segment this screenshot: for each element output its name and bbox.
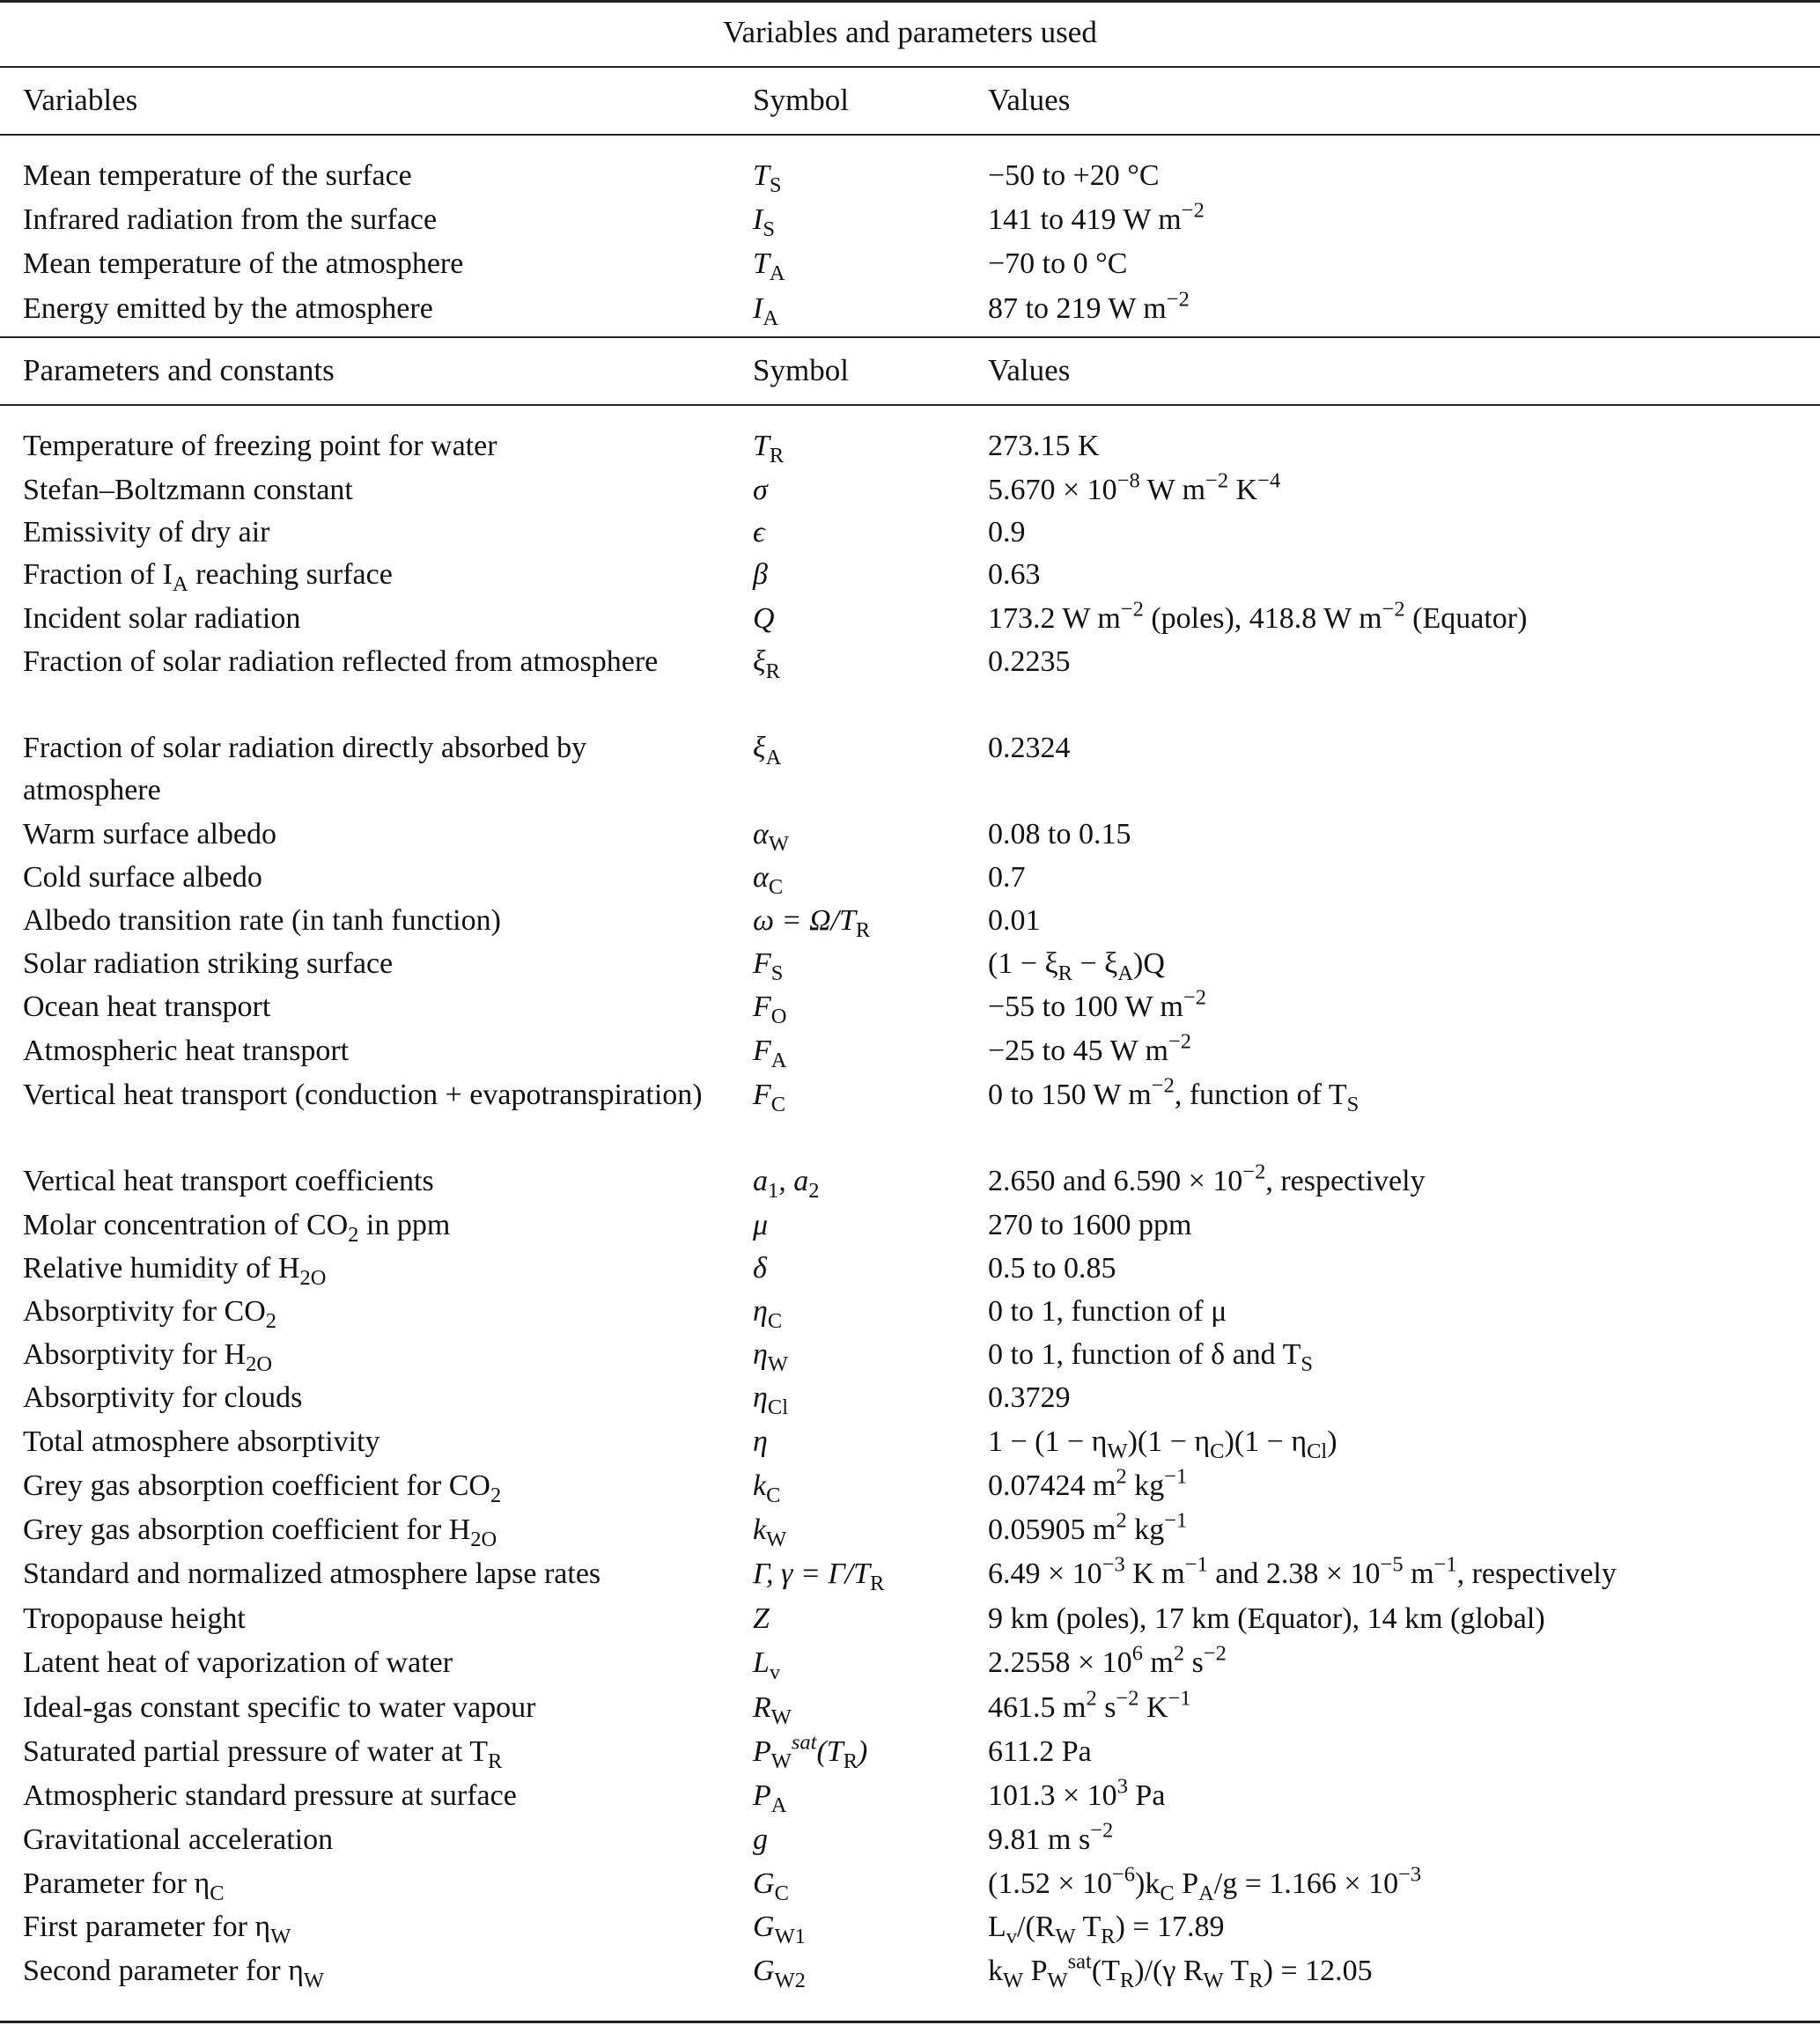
parameter-value: 0.7	[988, 861, 1026, 894]
parameter-value: −25 to 45 W $m^{-2}$	[988, 1029, 1191, 1067]
parameter-value: 0 to 1, function of μ	[988, 1295, 1227, 1328]
parameter-symbol: Z	[753, 1602, 770, 1635]
parameter-value: 9 km (poles), 17 km (Equator), 14 km (global)	[988, 1602, 1545, 1635]
parameter-value: 0.01	[988, 904, 1041, 937]
variable-name: Mean temperature of the surface	[23, 159, 412, 192]
parameter-symbol: $a_1$, $a_2$	[753, 1165, 820, 1203]
parameter-value: $5.670 \times 10^{-8}$ W $m^{-2}$ $K^{-4}$	[988, 468, 1281, 506]
variables-header-symbol: Symbol	[753, 83, 849, 117]
parameter-symbol: $\alpha_W$	[753, 818, 789, 856]
parameters-header-symbol: Symbol	[753, 353, 849, 387]
parameter-value: 0 to 1, function of δ and $T_S$	[988, 1338, 1313, 1376]
parameter-name: Grey gas absorption coefficient for $CO_2$	[23, 1469, 502, 1507]
parameters-header-values: Values	[988, 353, 1071, 387]
parameter-name: Gravitational acceleration	[23, 1823, 334, 1856]
parameter-symbol: $k_C$	[753, 1469, 781, 1507]
parameter-value: 173.2 W $m^{-2}$ (poles), 418.8 W $m^{-2}$ (Equator)	[988, 597, 1528, 635]
parameter-name: Atmospheric standard pressure at surface	[23, 1779, 517, 1812]
variable-value: −70 to 0 °C	[988, 247, 1128, 280]
parameter-symbol: $k_W$	[753, 1513, 787, 1551]
parameter-symbol: $P_W^{sat}(T_R)$	[753, 1730, 868, 1773]
parameter-value: 0.9	[988, 516, 1026, 549]
parameter-name: Absorptivity for $H_{2O}$	[23, 1338, 272, 1376]
parameter-name: Tropopause height	[23, 1602, 246, 1635]
parameter-name: Solar radiation striking surface	[23, 947, 394, 980]
parameter-symbol: $\omega = \Omega/T_R$	[753, 904, 871, 942]
parameter-value: 0.2235	[988, 645, 1071, 678]
parameter-name: Vertical heat transport coefficients	[23, 1165, 434, 1197]
parameter-name: Warm surface albedo	[23, 818, 277, 850]
parameter-name: Standard and normalized atmosphere lapse rates	[23, 1557, 601, 1590]
parameter-symbol: δ	[753, 1252, 767, 1285]
parameter-value: 273.15 K	[988, 430, 1100, 462]
parameter-name: Fraction of solar radiation reflected from atmosphere	[23, 645, 659, 678]
parameter-name: Fraction of $I_A$ reaching surface	[23, 558, 393, 596]
variable-symbol: $I_S$	[753, 203, 775, 241]
parameter-symbol: $G_{W2}$	[753, 1955, 806, 1992]
variable-symbol: $I_A$	[753, 292, 778, 330]
parameter-value: 0.08 to 0.15	[988, 818, 1131, 850]
variable-symbol: $T_S$	[753, 159, 782, 197]
table-bottom-rule	[0, 2021, 1820, 2023]
parameter-name: Grey gas absorption coefficient for $H_{2O}$	[23, 1513, 497, 1551]
parameter-symbol: ϵ	[753, 516, 765, 549]
parameter-value: 0.2324	[988, 732, 1071, 764]
variable-symbol: $T_A$	[753, 247, 785, 285]
parameter-name: Absorptivity for clouds	[23, 1381, 303, 1414]
parameter-symbol: $L_v$	[753, 1646, 781, 1684]
parameter-symbol: $F_C$	[753, 1079, 786, 1116]
parameter-name: Total atmosphere absorptivity	[23, 1425, 380, 1458]
parameter-symbol: $\eta_{Cl}$	[753, 1381, 788, 1419]
parameter-symbol: $G_{W1}$	[753, 1911, 806, 1948]
parameter-name: Latent heat of vaporization of water	[23, 1646, 453, 1679]
parameter-name: Ideal-gas constant specific to water vapour	[23, 1691, 536, 1724]
variables-header-rule	[0, 134, 1820, 136]
parameter-symbol: g	[753, 1823, 768, 1856]
parameter-value: $1 - (1 - \eta_W)(1 - \eta_C)(1 - \eta_{Cl})$	[988, 1425, 1337, 1463]
variable-name: Energy emitted by the atmosphere	[23, 292, 433, 325]
parameter-name: Vertical heat transport (conduction + evapotranspiration)	[23, 1079, 703, 1111]
variables-header-row	[0, 67, 1820, 134]
parameter-name: Stefan–Boltzmann constant	[23, 474, 353, 506]
parameter-value: $L_v/(R_W$ $T_R) = 17.89$	[988, 1911, 1225, 1948]
parameter-symbol: η	[753, 1425, 768, 1458]
parameter-value: $k_W$ $P_W^{sat}(T_R)/(\gamma$ $R_W$ $T_R) = 12.05$	[988, 1949, 1373, 1992]
parameter-symbol: $R_W$	[753, 1691, 792, 1729]
variable-value: 141 to 419 W $m^{-2}$	[988, 198, 1205, 236]
parameter-name: Temperature of freezing point for water	[23, 430, 497, 462]
parameter-value: 0 to 150 W $m^{-2}$, function of $T_S$	[988, 1073, 1359, 1116]
parameter-value: 270 to 1600 ppm	[988, 1209, 1192, 1241]
parameters-header-name: Parameters and constants	[23, 353, 335, 387]
parameter-symbol: $P_A$	[753, 1779, 787, 1817]
parameter-value: $2.2558 \times 10^6$ $m^2$ $s^{-2}$	[988, 1641, 1227, 1679]
parameter-value: 2.650 and $6.590 \times 10^{-2}$, respectively	[988, 1160, 1426, 1197]
parameter-name: Saturated partial pressure of water at $T_R$	[23, 1735, 503, 1773]
parameter-name: Parameter for $\eta_C$	[23, 1867, 225, 1905]
variables-header-values: Values	[988, 83, 1071, 117]
parameters-header-row	[0, 337, 1820, 404]
parameter-value: 461.5 $m^2$ $s^{-2}$ $K^{-1}$	[988, 1686, 1191, 1724]
parameter-symbol: Γ, $\gamma = \Gamma/T_R$	[753, 1557, 885, 1595]
parameter-name: Cold surface albedo	[23, 861, 262, 894]
parameter-symbol: $F_S$	[753, 947, 784, 985]
parameter-value: $(1 - \xi_R - \xi_A)Q$	[988, 947, 1165, 985]
parameter-symbol: $\eta_C$	[753, 1295, 783, 1333]
parameter-value: 0.3729	[988, 1381, 1071, 1414]
parameter-symbol: β	[753, 558, 768, 591]
parameter-name: Incident solar radiation	[23, 602, 301, 635]
parameter-value: 0.07424 $m^2$ $kg^{-1}$	[988, 1464, 1188, 1502]
parameter-value: 611.2 Pa	[988, 1735, 1092, 1768]
parameter-symbol: $F_A$	[753, 1035, 787, 1072]
parameter-symbol: $\xi_A$	[753, 732, 782, 770]
parameter-symbol: σ	[753, 474, 768, 506]
parameter-name: Emissivity of dry air	[23, 516, 270, 549]
variable-value: −50 to +20 °C	[988, 159, 1160, 192]
parameter-value: 0.63	[988, 558, 1041, 591]
parameter-value: $101.3 \times 10^3$ Pa	[988, 1774, 1166, 1812]
parameter-name: Molar concentration of $CO_2$ in ppm	[23, 1209, 451, 1247]
parameter-name: Relative humidity of $H_{2O}$	[23, 1252, 327, 1290]
parameter-symbol: μ	[753, 1209, 769, 1241]
parameter-name: Atmospheric heat transport	[23, 1035, 350, 1067]
parameter-symbol: $G_C$	[753, 1867, 789, 1905]
parameter-symbol: $T_R$	[753, 430, 785, 468]
parameter-symbol: $\alpha_C$	[753, 861, 784, 899]
table-title: Variables and parameters used	[723, 15, 1097, 49]
parameter-symbol: Q	[753, 602, 775, 635]
parameter-value: $(1.52 \times 10^{-6})k_C$ $P_A/g = 1.166 \times 10^{-3}$	[988, 1862, 1422, 1905]
parameter-value: 0.5 to 0.85	[988, 1252, 1116, 1285]
parameter-value: −55 to 100 W $m^{-2}$	[988, 985, 1206, 1023]
parameter-name: Albedo transition rate (in tanh function)	[23, 904, 501, 937]
parameter-symbol: $\xi_R$	[753, 645, 780, 683]
parameter-value: $6.49 \times 10^{-3}$ K $m^{-1}$ and $2.38 \times 10^{-5}$ $m^{-1}$, respectively	[988, 1552, 1617, 1590]
parameters-header-rule	[0, 404, 1820, 406]
parameter-value: 0.05905 $m^2$ $kg^{-1}$	[988, 1508, 1188, 1546]
parameter-symbol: $\eta_W$	[753, 1338, 788, 1376]
variables-header-name: Variables	[23, 83, 138, 117]
parameter-name: Second parameter for $\eta_W$	[23, 1955, 325, 1992]
variable-value: 87 to 219 W $m^{-2}$	[988, 287, 1190, 325]
parameter-name: Fraction of solar radiation directly absorbed by atmosphere	[23, 732, 587, 806]
parameter-symbol: $F_O$	[753, 990, 787, 1028]
parameter-name: Absorptivity for $CO_2$	[23, 1295, 277, 1333]
parameter-name: Ocean heat transport	[23, 990, 271, 1023]
parameter-value: 9.81 m $s^{-2}$	[988, 1818, 1114, 1856]
variable-name: Mean temperature of the atmosphere	[23, 247, 464, 280]
variable-name: Infrared radiation from the surface	[23, 203, 438, 236]
parameter-name: First parameter for $\eta_W$	[23, 1911, 291, 1948]
